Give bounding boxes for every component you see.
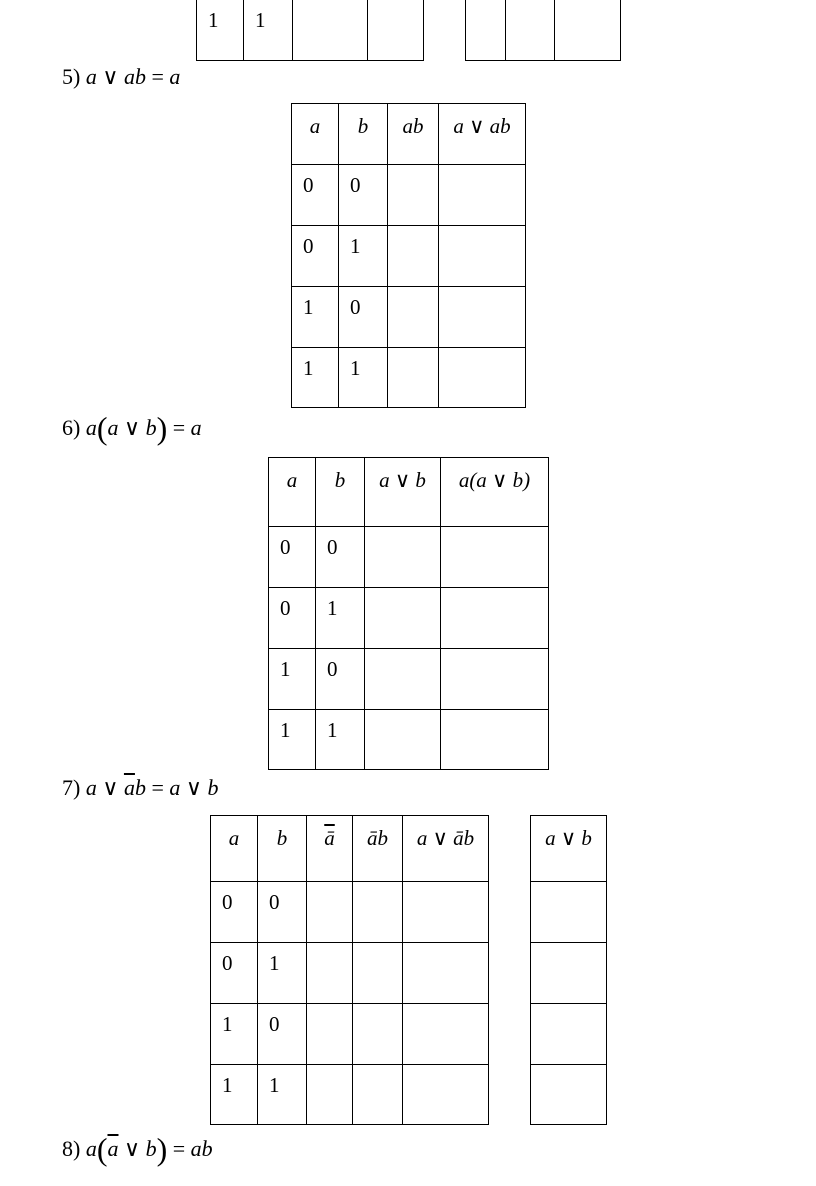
table-cell: 1 (316, 710, 365, 770)
table-cell (439, 287, 526, 348)
section-5-label: 5) a ∨ ab = a (62, 64, 181, 89)
table-cell (365, 710, 441, 770)
header-cell: b (258, 816, 307, 882)
table-cell: 1 (197, 0, 244, 61)
table-cell: 0 (292, 165, 339, 226)
table-cell (353, 1065, 403, 1125)
table-cell (388, 348, 439, 408)
table-cell (307, 1004, 353, 1065)
table-cell (466, 0, 506, 61)
header-cell: a ∨ ab (439, 104, 526, 165)
table-cell (441, 527, 549, 588)
header-cell: a(a ∨ b) (441, 458, 549, 527)
table-cell (555, 0, 621, 61)
table-cell: 1 (339, 348, 388, 408)
section-7-label: 7) a ∨ $\overline{a}b = a$ ∨ b (62, 775, 219, 800)
table-cell (307, 882, 353, 943)
table-cell (403, 1004, 489, 1065)
table-cell (439, 226, 526, 287)
section-6-formula: a(a ∨ b) = a (85, 410, 202, 446)
section-5-formula: a ∨ ab = a (85, 64, 181, 89)
table-cell (531, 1004, 607, 1065)
table-cell: 0 (258, 1004, 307, 1065)
table-cell (388, 226, 439, 287)
table-cell: 0 (339, 287, 388, 348)
header-cell: $\overline{ā}$ (307, 816, 353, 882)
table-cell (353, 943, 403, 1004)
table-cell: 1 (269, 649, 316, 710)
table-cell: 1 (292, 348, 339, 408)
table-cell (439, 348, 526, 408)
table-cell (531, 882, 607, 943)
section-8-formula: $a(\overline{a}$ ∨ b) = ab (85, 1131, 213, 1167)
table-cell (403, 943, 489, 1004)
table-cell (293, 0, 368, 61)
header-cell: a ∨ b (365, 458, 441, 527)
table-cell (506, 0, 555, 61)
table-cell: 0 (211, 943, 258, 1004)
table-cell (439, 165, 526, 226)
header-cell: b (339, 104, 388, 165)
header-cell: a (211, 816, 258, 882)
header-cell: a ∨ āb (403, 816, 489, 882)
header-cell: a ∨ b (531, 816, 607, 882)
table-cell (307, 943, 353, 1004)
table-cell (365, 527, 441, 588)
table-cell: 1 (339, 226, 388, 287)
table-cell: 1 (244, 0, 293, 61)
table-cell (441, 710, 549, 770)
table-cell: 0 (269, 588, 316, 649)
table-cell: 0 (211, 882, 258, 943)
table-cell (403, 1065, 489, 1125)
table-cell: 0 (339, 165, 388, 226)
table-cell (388, 165, 439, 226)
section-8-label: 8) $a(\overline{a}$ ∨ b) = ab (62, 1131, 213, 1167)
section-5-truth-table (291, 103, 526, 408)
table-cell (307, 1065, 353, 1125)
table-cell (388, 287, 439, 348)
table-cell (403, 882, 489, 943)
table-cell: 1 (269, 710, 316, 770)
section-6-truth-table (268, 457, 549, 770)
table-cell: 0 (258, 882, 307, 943)
header-cell: a (269, 458, 316, 527)
header-cell: āb (353, 816, 403, 882)
table-cell (441, 588, 549, 649)
table-cell: 0 (316, 527, 365, 588)
table-cell (531, 943, 607, 1004)
table-cell (441, 649, 549, 710)
table-cell: 1 (316, 588, 365, 649)
section-6-label: 6) a(a ∨ b) = a (62, 410, 202, 446)
table-cell (368, 0, 424, 61)
table-cell: 0 (292, 226, 339, 287)
header-cell: a (292, 104, 339, 165)
section-7-formula: a ∨ $\overline{a}b = a$ ∨ b (85, 775, 219, 800)
section-7-truth-table (210, 815, 489, 1125)
table-cell (353, 1004, 403, 1065)
table-cell: 1 (258, 943, 307, 1004)
table-cell: 1 (258, 1065, 307, 1125)
table-cell (365, 649, 441, 710)
table-cell: 1 (211, 1065, 258, 1125)
table-cell: 1 (211, 1004, 258, 1065)
header-cell: b (316, 458, 365, 527)
top-truth-table-left (196, 0, 424, 61)
section-7-side-table (530, 815, 607, 1125)
top-truth-table-right (465, 0, 621, 61)
table-cell: 0 (269, 527, 316, 588)
table-cell (353, 882, 403, 943)
table-cell: 0 (316, 649, 365, 710)
table-cell (365, 588, 441, 649)
header-cell: ab (388, 104, 439, 165)
table-cell: 1 (292, 287, 339, 348)
table-cell (531, 1065, 607, 1125)
